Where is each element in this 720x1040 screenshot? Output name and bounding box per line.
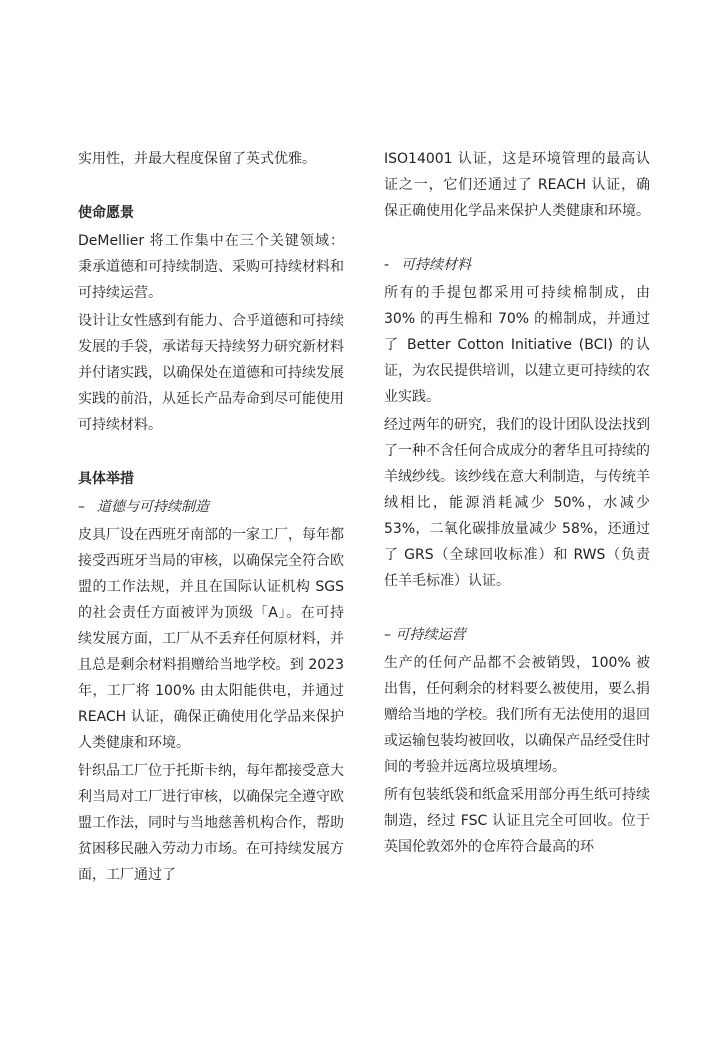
right-column	[384, 146, 650, 862]
subheading-dash: –	[78, 499, 85, 515]
continuation-paragraph: ISO14001 认证，这是环境管理的最高认证之一，它们还通过了 REACH 认证，确保正确使用化学品来保护人类健康和环境。	[384, 151, 650, 219]
measures-subheading	[78, 494, 344, 520]
mission-heading: 使命愿景	[78, 205, 134, 221]
measures-paragraph-2: 针织品工厂位于托斯卡纳，每年都接受意大利当局对工厂进行审核，以确保完全遵守欧盟工作法，同时与当地慈善机构合作，帮助贫困移民融入劳动力市场。在可持续发展方面，工厂通过了	[78, 763, 344, 883]
spacer	[78, 174, 344, 200]
subheading-label: 可持续材料	[401, 257, 472, 273]
operations-subheading: – 可持续运营	[384, 627, 466, 643]
spacer	[384, 226, 650, 252]
measures-heading: 具体举措	[78, 471, 134, 487]
measures-paragraph-1: 皮具厂设在西班牙南部的一家工厂，每年都接受西班牙当局的审核，以确保完全符合欧盟的工作法规，并且在国际认证机构 SGS 的社会责任方面被评为顶级「A」。在可持续发展方面，工厂从不丢弃任何原材料，并且总是剩余材料捐赠给当地学校。到 2023 年，工厂将 100% 由太阳能供电，并通过 REACH 认证，确保正确使用化学品来保护人类健康和环境。	[78, 527, 344, 751]
left-column	[78, 146, 344, 890]
materials-paragraph-1: 所有的手提包都采用可持续棉制成，由 30% 的再生棉和 70% 的棉制成，并通过了 Better Cotton Initiative (BCI) 的认证，为农民提供培训，以建立更可持续的农业实践。	[384, 285, 650, 405]
materials-paragraph-2: 经过两年的研究，我们的设计团队设法找到了一种不含任何合成成分的奢华且可持续的羊绒纱线。该纱线在意大利制造，与传统羊绒相比，能源消耗减少 50%，水减少 53%，二氧化碳排放量减少 58%，还通过了 GRS（全球回收标准）和 RWS（负责任羊毛标准）认证。	[384, 417, 650, 589]
operations-paragraph-2: 所有包装纸袋和纸盒采用部分再生纸可持续制造，经过 FSC 认证且完全可回收。位于英国伦敦郊外的仓库符合最高的环	[384, 787, 650, 855]
subheading-dash: -	[384, 257, 390, 273]
materials-subheading	[384, 252, 650, 278]
spacer	[78, 440, 344, 466]
spacer	[384, 596, 650, 622]
intro-text: 实用性，并最大程度保留了英式优雅。	[78, 151, 316, 167]
subheading-label: 道德与可持续制造	[97, 499, 209, 515]
operations-paragraph-1: 生产的任何产品都不会被销毁，100% 被出售，任何剩余的材料要么被使用，要么捐赠给当地的学校。我们所有无法使用的退回或运输包装均被回收，以确保产品经受住时间的考验并远离垃圾填埋场。	[384, 655, 650, 775]
mission-paragraph-2: 设计让女性感到有能力、合乎道德和可持续发展的手袋，承诺每天持续努力研究新材料并付诸实践，以确保处在道德和可持续发展实践的前沿，从延长产品寿命到尽可能使用可持续材料。	[78, 313, 344, 433]
mission-paragraph-1: DeMellier 将工作集中在三个关键领域：秉承道德和可持续制造、采购可持续材料和可持续运营。	[78, 233, 344, 301]
